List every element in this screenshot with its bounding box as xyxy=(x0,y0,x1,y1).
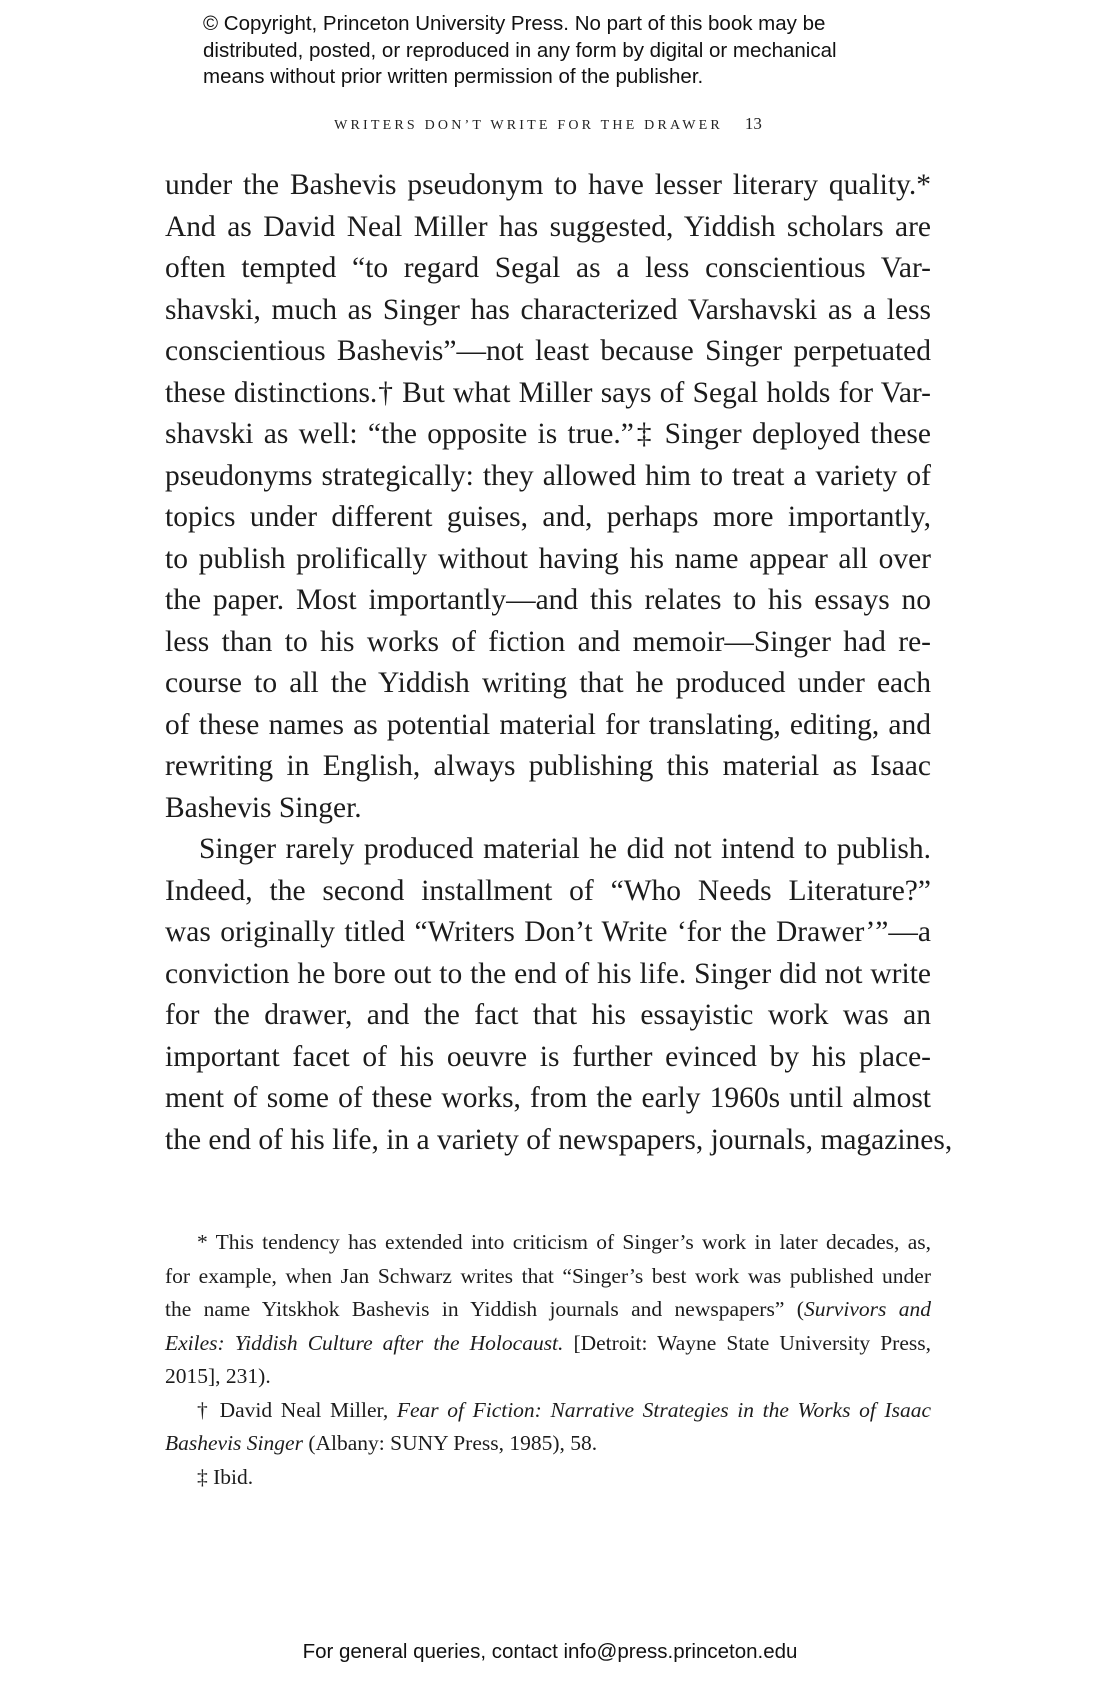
text-line: often tempted “to regard Segal as a less conscientious Var- xyxy=(165,252,931,284)
text-line: Indeed, the second installment of “Who Needs Literature?” xyxy=(165,874,931,907)
text-line: topics under different guises, and, perhaps more importantly, xyxy=(165,501,931,533)
text-line: the paper. Most importantly—and this relates to his essays no xyxy=(165,584,931,616)
text-line: Singer rarely produced material he did not intend to publish. xyxy=(199,833,931,865)
footnote-line xyxy=(165,1327,931,1361)
page-number: 13 xyxy=(744,114,762,133)
footnote-text: (Albany: SUNY Press, 1985), 58. xyxy=(302,1431,598,1455)
footnote-line: 2015], 231). xyxy=(165,1364,271,1388)
text-line: pseudonyms strategically: they allowed him to treat a variety of xyxy=(165,459,931,492)
text-line: important facet of his oeuvre is further evinced by his place- xyxy=(165,1040,931,1073)
text-line: these distinctions.† But what Miller says of Segal holds for Var- xyxy=(165,376,931,409)
text-line: of these names as potential material for translating, editing, and xyxy=(165,708,931,741)
text-line: Bashevis Singer. xyxy=(165,791,362,824)
footnote-title-italic: Exiles: Yiddish Culture after the Holocaust. xyxy=(165,1330,564,1355)
copyright-line: means without prior written permission of the publisher. xyxy=(203,65,704,88)
text-line: conscientious Bashevis”—not least because Singer perpetuated xyxy=(165,335,931,367)
paragraph-1 xyxy=(165,165,931,829)
footnote-title-italic: Bashevis Singer xyxy=(165,1431,303,1455)
copyright-notice xyxy=(203,11,963,91)
footnote-line: * This tendency has extended into criticism of Singer’s work in later decades, as, xyxy=(197,1230,931,1254)
text-line: under the Bashevis pseudonym to have lesser literary quality.* xyxy=(165,169,931,201)
footnote-asterisk xyxy=(165,1226,931,1394)
footnote-line xyxy=(165,1293,931,1327)
footnote-title-italic: Fear of Fiction: Narrative Strategies in the Works of Isaac xyxy=(396,1397,931,1422)
copyright-line: © Copyright, Princeton University Press. No part of this book may be xyxy=(203,12,826,35)
text-line: course to all the Yiddish writing that he produced under each xyxy=(165,667,931,699)
text-line: shavski as well: “the opposite is true.”‡ Singer deployed these xyxy=(165,418,931,450)
body-text xyxy=(165,165,953,1161)
footnote-text: † David Neal Miller, xyxy=(197,1397,397,1422)
footer-contact: For general queries, contact info@press.princeton.edu xyxy=(302,1640,798,1663)
text-line: ment of some of these works, from the early 1960s until almost xyxy=(165,1082,931,1114)
footnote-text: the name Yitskhok Bashevis in Yiddish journals and newspapers” ( xyxy=(165,1297,804,1321)
footnote-dagger xyxy=(165,1394,931,1461)
footnote-line: for example, when Jan Schwarz writes that “Singer’s best work was published under xyxy=(165,1263,931,1288)
footnote-double-dagger xyxy=(165,1461,931,1495)
text-line: for the drawer, and the fact that his essayistic work was an xyxy=(165,999,931,1031)
running-head xyxy=(165,114,931,134)
text-line: was originally titled “Writers Don’t Write ‘for the Drawer’”—a xyxy=(165,916,931,948)
text-line: rewriting in English, always publishing this material as Isaac xyxy=(165,750,931,782)
running-head-title: WRITERS DON’T WRITE FOR THE DRAWER xyxy=(334,118,723,133)
text-line: shavski, much as Singer has characterized Varshavski as a less xyxy=(165,293,931,326)
text-line: less than to his works of fiction and memoir—Singer had re- xyxy=(165,625,931,658)
copyright-line: distributed, posted, or reproduced in any form by digital or mechanical xyxy=(203,38,837,62)
text-line: conviction he bore out to the end of his life. Singer did not write xyxy=(165,957,931,990)
footnote-text: [Detroit: Wayne State University Press, xyxy=(563,1330,931,1355)
text-line: the end of his life, in a variety of newspapers, journals, magazines, xyxy=(165,1123,953,1156)
text-line: to publish prolifically without having his name appear all over xyxy=(165,542,931,575)
footnotes xyxy=(165,1226,931,1494)
footnote-title-italic: Survivors and xyxy=(803,1297,931,1321)
footnote-line xyxy=(165,1394,931,1428)
footnote-line: ‡ Ibid. xyxy=(197,1464,254,1489)
paragraph-2 xyxy=(165,829,953,1161)
footnote-line xyxy=(165,1427,931,1461)
text-line: And as David Neal Miller has suggested, Yiddish scholars are xyxy=(165,210,931,243)
